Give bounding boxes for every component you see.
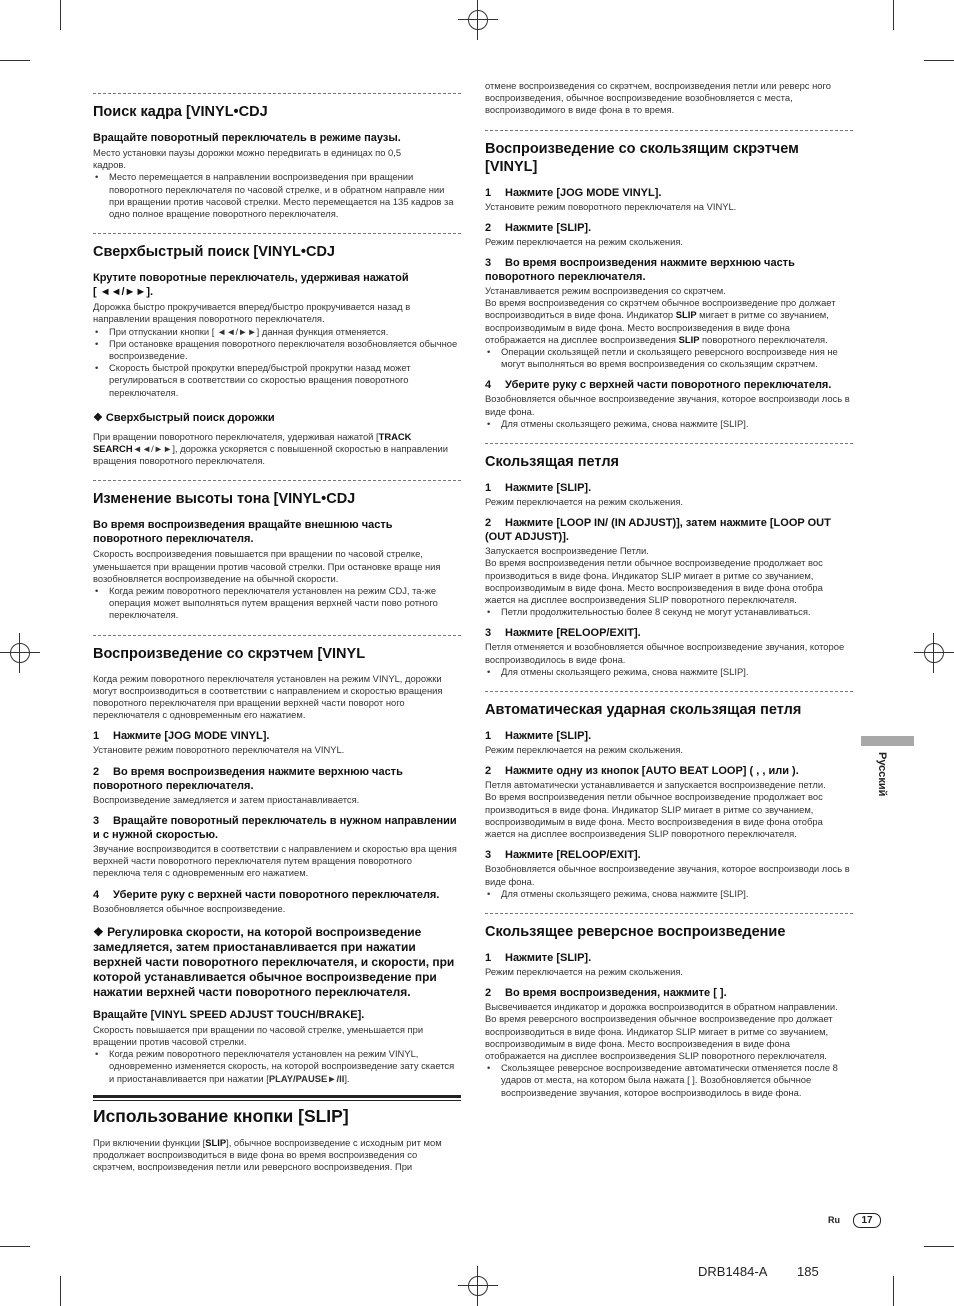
step-2: 2 Нажмите одну из кнопок [AUTO BEAT LOOP] ( , , или ). [485,765,799,778]
section-divider [485,913,853,914]
bullet-list [485,606,853,618]
paragraph: Скорость повышается при вращении по часовой стрелке, уменьшается при вращении против часовой стрелки. [93,1023,424,1047]
step-desc: Высвечивается индикатор и дорожка воспроизводится в обратном направлении. [485,1001,838,1013]
left-column [93,86,461,1173]
bullet-list [93,1048,461,1085]
bullet-list [93,171,461,220]
step-4: 4 Уберите руку с верхней части поворотного переключателя. [485,379,832,392]
section-divider [93,233,461,234]
step-desc: Петля автоматически устанавливается и запускается воспроизведение петли. [485,779,826,791]
bullet-item: • При остановке вращения поворотного переключателя возобновляется обычное воспроизведение. [93,338,461,362]
section-title-pitch-bend: Изменение высоты тона [VINYL•CDJ [93,491,356,508]
language-tab [861,736,914,746]
step-1: 1 Нажмите [SLIP]. [485,951,592,964]
section-divider [485,130,853,131]
step-desc: Устанавливается режим воспроизведения со скрэтчем. [485,285,726,297]
crop-mark [0,1246,30,1247]
step-2: 2 Нажмите [SLIP]. [485,221,592,234]
crop-mark [60,0,61,30]
bullet-item: • Когда режим поворотного переключателя установлен на режим VINYL, одновременно изменяется скорость, на которой воспроизведение зату скается и приостанавливается при нажатии [PLAY/PAUSE►/II]. [93,1048,461,1085]
section-title-slip-loop: Скользящая петля [485,454,620,471]
step-4: 4 Уберите руку с верхней части поворотного переключателя. [93,888,440,901]
registration-mark [458,0,498,40]
step-desc: Режим переключается на режим скольжения. [485,496,683,508]
crop-mark [893,1276,894,1306]
instruction: Вращайте [VINYL SPEED ADJUST TOUCH/BRAKE]. [93,1008,365,1021]
crop-mark [60,1276,61,1306]
registration-mark [914,633,954,673]
step-desc: Возобновляется обычное воспроизведение звучания, которое воспроизводи лось в виде фона. [485,863,850,887]
crop-mark [893,0,894,30]
step-desc: Звучание воспроизводится в соответствии с направлением и скоростью вра щения верхней части поворотного переключателя путем вращения поворотного переключа теля с одновременным его нажатием. [93,842,457,879]
step-desc: Петля отменяется и возобновляется обычное воспроизведение звучания, которое воспроизводилось в виде фона. [485,641,845,665]
paragraph: Дорожка быстро прокручивается вперед/быстро прокручивается назад в направлении вращения поворотного переключателя. [93,301,411,325]
step-2: 2 Нажмите [LOOP IN/ (IN ADJUST)], затем нажмите [LOOP OUT (OUT ADJUST)]. [485,517,831,544]
instruction: [ ◄◄/►►]. [93,286,154,299]
print-page-number: 185 [797,1264,819,1279]
step-desc: Режим переключается на режим скольжения. [485,744,683,756]
right-column [485,80,853,1099]
bullet-item: • Когда режим поворотного переключателя установлен на режим CDJ, та-же операция может выполняться путем вращения верхней части пово ротного переключателя. [93,585,461,622]
step-1: 1 Нажмите [JOG MODE VINYL]. [485,186,662,199]
bullet-item: • При отпускании кнопки [ ◄◄/►►] данная функция отменяется. [93,326,461,338]
section-title-frame-search: Поиск кадра [VINYL•CDJ [93,104,268,120]
crop-mark [0,60,30,61]
bullet-item: • Место перемещается в направлении воспроизведения при вращении поворотного переключателя по часовой стрелке, и в обратном направле нии при вращении против часовой стрелки. Место перемещается на 135 кадров за одно полное вращение поворотного переключателя. [93,171,461,220]
bullet-list [485,1062,853,1099]
registration-mark [458,1266,498,1306]
paragraph: При включении функции [SLIP], обычное воспроизведение с исходным рит мом продолжает воспроизводиться в виде фона во время воспроизведения со скрэтчем, воспроизведения петли или реверсного воспроизведения. При [93,1136,442,1173]
step-3: 3 Нажмите [RELOOP/EXIT]. [485,849,641,862]
bullet-item: • Петли продолжительностью более 8 секунд не могут устанавливаться. [485,606,853,618]
section-divider-heavy [93,1095,461,1101]
paragraph: Скорость воспроизведения повышается при вращении по часовой стрелке, уменьшается при вращении против часовой стрелки. При остановке враще ния возобновляется воспроизведение на обычной скорости. [93,548,441,584]
page-lang-code: Ru [828,1215,840,1225]
step-desc: Воспроизведение замедляется и затем приостанавливается. [93,793,360,805]
bullet-item: • Для отмены скользящего режима, снова нажмите [SLIP]. [485,888,853,900]
crop-mark [924,1246,954,1247]
language-label: Русский [876,752,888,797]
paragraph: кадров. [93,159,127,171]
paragraph: отмене воспроизведения со скрэтчем, воспроизведения петли или реверс ного воспроизведения, обычное воспроизведение возобновляется с места, воспроизводимого в виде фона в то время. [485,80,831,116]
step-desc: Возобновляется обычное воспроизведение. [93,902,286,914]
step-2: 2 Во время воспроизведения, нажмите [ ]. [485,987,727,1000]
page-number: 17 [853,1213,881,1228]
bullet-list [485,666,853,678]
subheading: ❖ Регулировка скорости, на которой воспроизведение замедляется, затем приостанавливается при нажатии верхней части поворотного переключателя, и скорости, при которой устанавливается обычное воспроизведение при нажатии верхней части поворотного переключателя. [93,924,455,999]
section-divider [485,691,853,692]
bullet-list [93,326,461,399]
registration-mark [0,633,40,673]
step-desc: Режим переключается на режим скольжения. [485,965,683,977]
step-desc: Установите режим поворотного переключателя на VINYL. [93,744,345,756]
section-title-slip-scratch: Воспроизведение со скользящим скрэтчем [VINYL] [485,140,799,175]
bullet-item: • Скорость быстрой прокрутки вперед/быстрой прокрутки назад может регулироваться в соответствии со скоростью вращения поворотного переключателя. [93,362,461,399]
section-title-auto-beat-slip-loop: Автоматическая ударная скользящая петля [485,702,802,719]
step-2: 2 Во время воспроизведения нажмите верхнюю часть поворотного переключателя. [93,765,403,792]
bullet-list [93,585,461,622]
bullet-list [485,346,853,370]
paragraph: Во время реверсного воспроизведения обычное воспроизведение про должает воспроизводиться в виде фона. Индикатор SLIP мигает в ритме со звучанием, воспроизводимым в виде фона. Место воспроизведения в виде фона отображается на дисплее воспроизведения SLIP поворотного переключателя. [485,1013,833,1061]
paragraph: Во время воспроизведения петли обычное воспроизведение продолжает вос производиться в виде фона. Индикатор SLIP мигает в ритме со звучанием, воспроизводимым в виде фона. Место воспроизведения в виде фона отобра жается на дисплее воспроизведения SLIP поворотного переключателя. [485,557,823,606]
section-title-slip-reverse: Скользящее реверсное воспроизведение [485,923,786,940]
step-1: 1 Нажмите [JOG MODE VINYL]. [93,730,270,743]
step-desc: Установите режим поворотного переключателя на VINYL. [485,200,737,212]
step-desc: Запускается воспроизведение Петли. [485,545,649,557]
paragraph: Место установки паузы дорожки можно передвигать в единицах по 0,5 [93,147,402,158]
subheading: ❖ Сверхбыстрый поиск дорожки [93,411,275,424]
instruction: Во время воспроизведения вращайте внешнюю часть поворотного переключателя. [93,519,393,546]
section-divider [93,635,461,636]
bullet-item: • Операции скользящей петли и скользящего реверсного воспроизведе ния не могут выполняться во время воспроизведения со скользящим скрэтчем. [485,346,853,370]
bullet-item: • Для отмены скользящего режима, снова нажмите [SLIP]. [485,666,853,678]
section-title-super-fast-search: Сверхбыстрый поиск [VINYL•CDJ [93,244,335,261]
paragraph: Когда режим поворотного переключателя установлен на режим VINYL, дорожки могут воспроизводиться в соответствии с направлением и скоростью вращения поворотного переключателя при вращении верхней части поворот ного переключателя с одновременным его нажатием. [93,672,443,721]
bullet-list [485,418,853,430]
bullet-item: • Скользящее реверсное воспроизведение автоматически отменяется после 8 ударов от места, на котором была нажата [ ]. Возобновляется обычное воспроизведение звучания, которое воспроизводилось в виде фона. [485,1062,853,1099]
bullet-list [485,888,853,900]
step-3: 3 Нажмите [RELOOP/EXIT]. [485,627,641,640]
step-desc: Возобновляется обычное воспроизведение звучания, которое воспроизводи лось в виде фона. [485,393,850,417]
crop-mark [924,60,954,61]
paragraph: Во время воспроизведения со скрэтчем обычное воспроизведение про должает воспроизводиться в виде фона. Индикатор SLIP мигает в ритме со звучанием, воспроизводимым в виде фона. Место воспроизведения в виде фона отображается на дисплее воспроизведения SLIP поворотного переключателя. [485,297,836,345]
instruction: Крутите поворотные переключатель, удерживая нажатой [93,272,409,285]
paragraph: При вращении поворотного переключателя, удерживая нажатой [TRACK SEARCH◄◄/►►], дорожка ускоряется с повышенной скоростью в направлении вращения поворотного переключателя. [93,430,448,467]
step-3: 3 Вращайте поворотный переключатель в нужном направлении и с нужной скоростью. [93,814,457,841]
instruction: Вращайте поворотный переключатель в режиме паузы. [93,132,401,144]
step-3: 3 Во время воспроизведения нажмите верхнюю часть поворотного переключателя. [485,257,795,284]
paragraph: Во время воспроизведения петли обычное воспроизведение продолжает вос производиться в виде фона. Индикатор SLIP мигает в ритме со звучанием, воспроизводимым в виде фона. Место воспроизведения в виде фона отобра жается на дисплее воспроизведения SLIP поворотного переключателя. [485,791,823,840]
doc-code: DRB1484-A [698,1264,768,1279]
section-divider [93,93,461,94]
step-desc: Режим переключается на режим скольжения. [485,235,683,247]
section-title-slip: Использование кнопки [SLIP] [93,1105,349,1126]
section-title-scratch: Воспроизведение со скрэтчем [VINYL [93,645,366,662]
step-1: 1 Нажмите [SLIP]. [485,730,592,743]
section-divider [485,443,853,444]
step-1: 1 Нажмите [SLIP]. [485,482,592,495]
section-divider [93,480,461,481]
bullet-item: • Для отмены скользящего режима, снова нажмите [SLIP]. [485,418,853,430]
